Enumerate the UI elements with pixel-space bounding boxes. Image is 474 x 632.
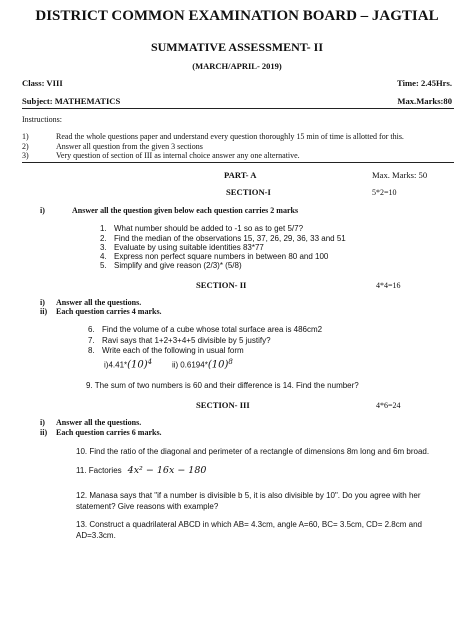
q11-expression: 4x² − 16x − 180 — [127, 465, 207, 476]
part-a-max-marks: Max. Marks: 50 — [372, 170, 428, 180]
exam-session: (MARCH/APRIL- 2019) — [192, 61, 282, 71]
section-3-instr-2: Each question carries 6 marks. — [56, 428, 162, 437]
section-1-title: SECTION-I — [226, 187, 271, 197]
section-2-instr-num-1: i) — [40, 298, 45, 307]
instruction-text-2: Answer all question from the given 3 sections — [56, 142, 203, 151]
class-label: Class: VIII — [22, 78, 63, 88]
q2-num: 2. — [100, 234, 107, 243]
section-1-instr-num: i) — [40, 206, 45, 215]
q12-line-2: statement? Give reasons with example? — [76, 502, 219, 511]
section-2-marks: 4*4=16 — [376, 281, 401, 290]
board-title: DISTRICT COMMON EXAMINATION BOARD – JAGTIAL — [35, 8, 439, 24]
q9-text: 9. The sum of two numbers is 60 and their difference is 14. Find the number? — [86, 381, 359, 390]
section-3-title: SECTION- III — [196, 400, 250, 410]
exam-title: SUMMATIVE ASSESSMENT- II — [150, 40, 324, 54]
q8-part-i: $i)4.41*(10)^4$ — [104, 358, 153, 371]
section-1-instruction: Answer all the question given below each question carries 2 marks — [72, 206, 299, 215]
time-label: Time: 2.45Hrs. — [397, 78, 452, 88]
instruction-num-2: 2) — [22, 142, 29, 151]
q3-text: Evaluate by using suitable identities 83*77 — [114, 243, 264, 252]
q8-num: 8. — [88, 346, 95, 355]
q1-num: 1. — [100, 224, 107, 233]
q6-text: Find the volume of a cube whose total surface area is 486cm2 — [102, 325, 323, 334]
instruction-text-3: Very question of section of III as internal choice answer any one alternative. — [56, 151, 300, 160]
max-marks-label: Max.Marks:80 — [397, 96, 452, 106]
section-2-instr-num-2: ii) — [40, 307, 48, 316]
section-2-instr-2: Each question carries 4 marks. — [56, 307, 162, 316]
instructions-divider — [22, 162, 454, 163]
q3-num: 3. — [100, 243, 107, 252]
q12-line-1: 12. Manasa says that "if a number is divisible b 5, it is also divisible by 10". Do you agree with her — [76, 491, 421, 500]
q1-text: What number should be added to -1 so as to get 5/7? — [114, 224, 304, 233]
q4-num: 4. — [100, 252, 107, 261]
section-3-instr-num-1: i) — [40, 418, 45, 427]
header-divider — [22, 108, 454, 109]
q7-text: Ravi says that 1+2+3+4+5 divisible by 5 justify? — [102, 336, 271, 345]
instruction-text-1: Read the whole questions paper and understand every question thoroughly 15 min of time is allotted for this. — [56, 132, 404, 141]
section-2-instr-1: Answer all the questions. — [56, 298, 142, 307]
q8-part-ii: ii) $0.6194*(10)^8$ — [172, 358, 233, 371]
section-3-instr-num-2: ii) — [40, 428, 48, 437]
q11: 11. Factories 4x² − 16x − 180 — [76, 465, 207, 476]
q5-num: 5. — [100, 261, 107, 270]
q13-line-1: 13. Construct a quadrilateral ABCD in which AB= 4.3cm, angle A=60, BC= 3.5cm, CD= 2.8cm and — [76, 520, 422, 529]
instruction-num-3: 3) — [22, 151, 29, 160]
instructions-title: Instructions: — [22, 115, 62, 124]
instruction-num-1: 1) — [22, 132, 29, 141]
section-2-title: SECTION- II — [196, 280, 247, 290]
q7-num: 7. — [88, 336, 95, 345]
q8-text: Write each of the following in usual form — [102, 346, 244, 355]
q4-text: Express non perfect square numbers in between 80 and 100 — [114, 252, 329, 261]
q10-text: 10. Find the ratio of the diagonal and perimeter of a rectangle of dimensions 8m long and 6m broad. — [76, 447, 430, 456]
q6-num: 6. — [88, 325, 95, 334]
section-1-marks: 5*2=10 — [372, 188, 397, 197]
q2-text: Find the median of the observations 15, 37, 26, 29, 36, 33 and 51 — [114, 234, 346, 243]
section-3-marks: 4*6=24 — [376, 401, 401, 410]
part-a-title: PART- A — [224, 170, 257, 180]
q13-line-2: AD=3.3cm. — [76, 531, 116, 540]
q5-text: Simplify and give reason (2/3)* (5/8) — [114, 261, 242, 270]
section-3-instr-1: Answer all the questions. — [56, 418, 142, 427]
subject-label: Subject: MATHEMATICS — [22, 96, 121, 106]
